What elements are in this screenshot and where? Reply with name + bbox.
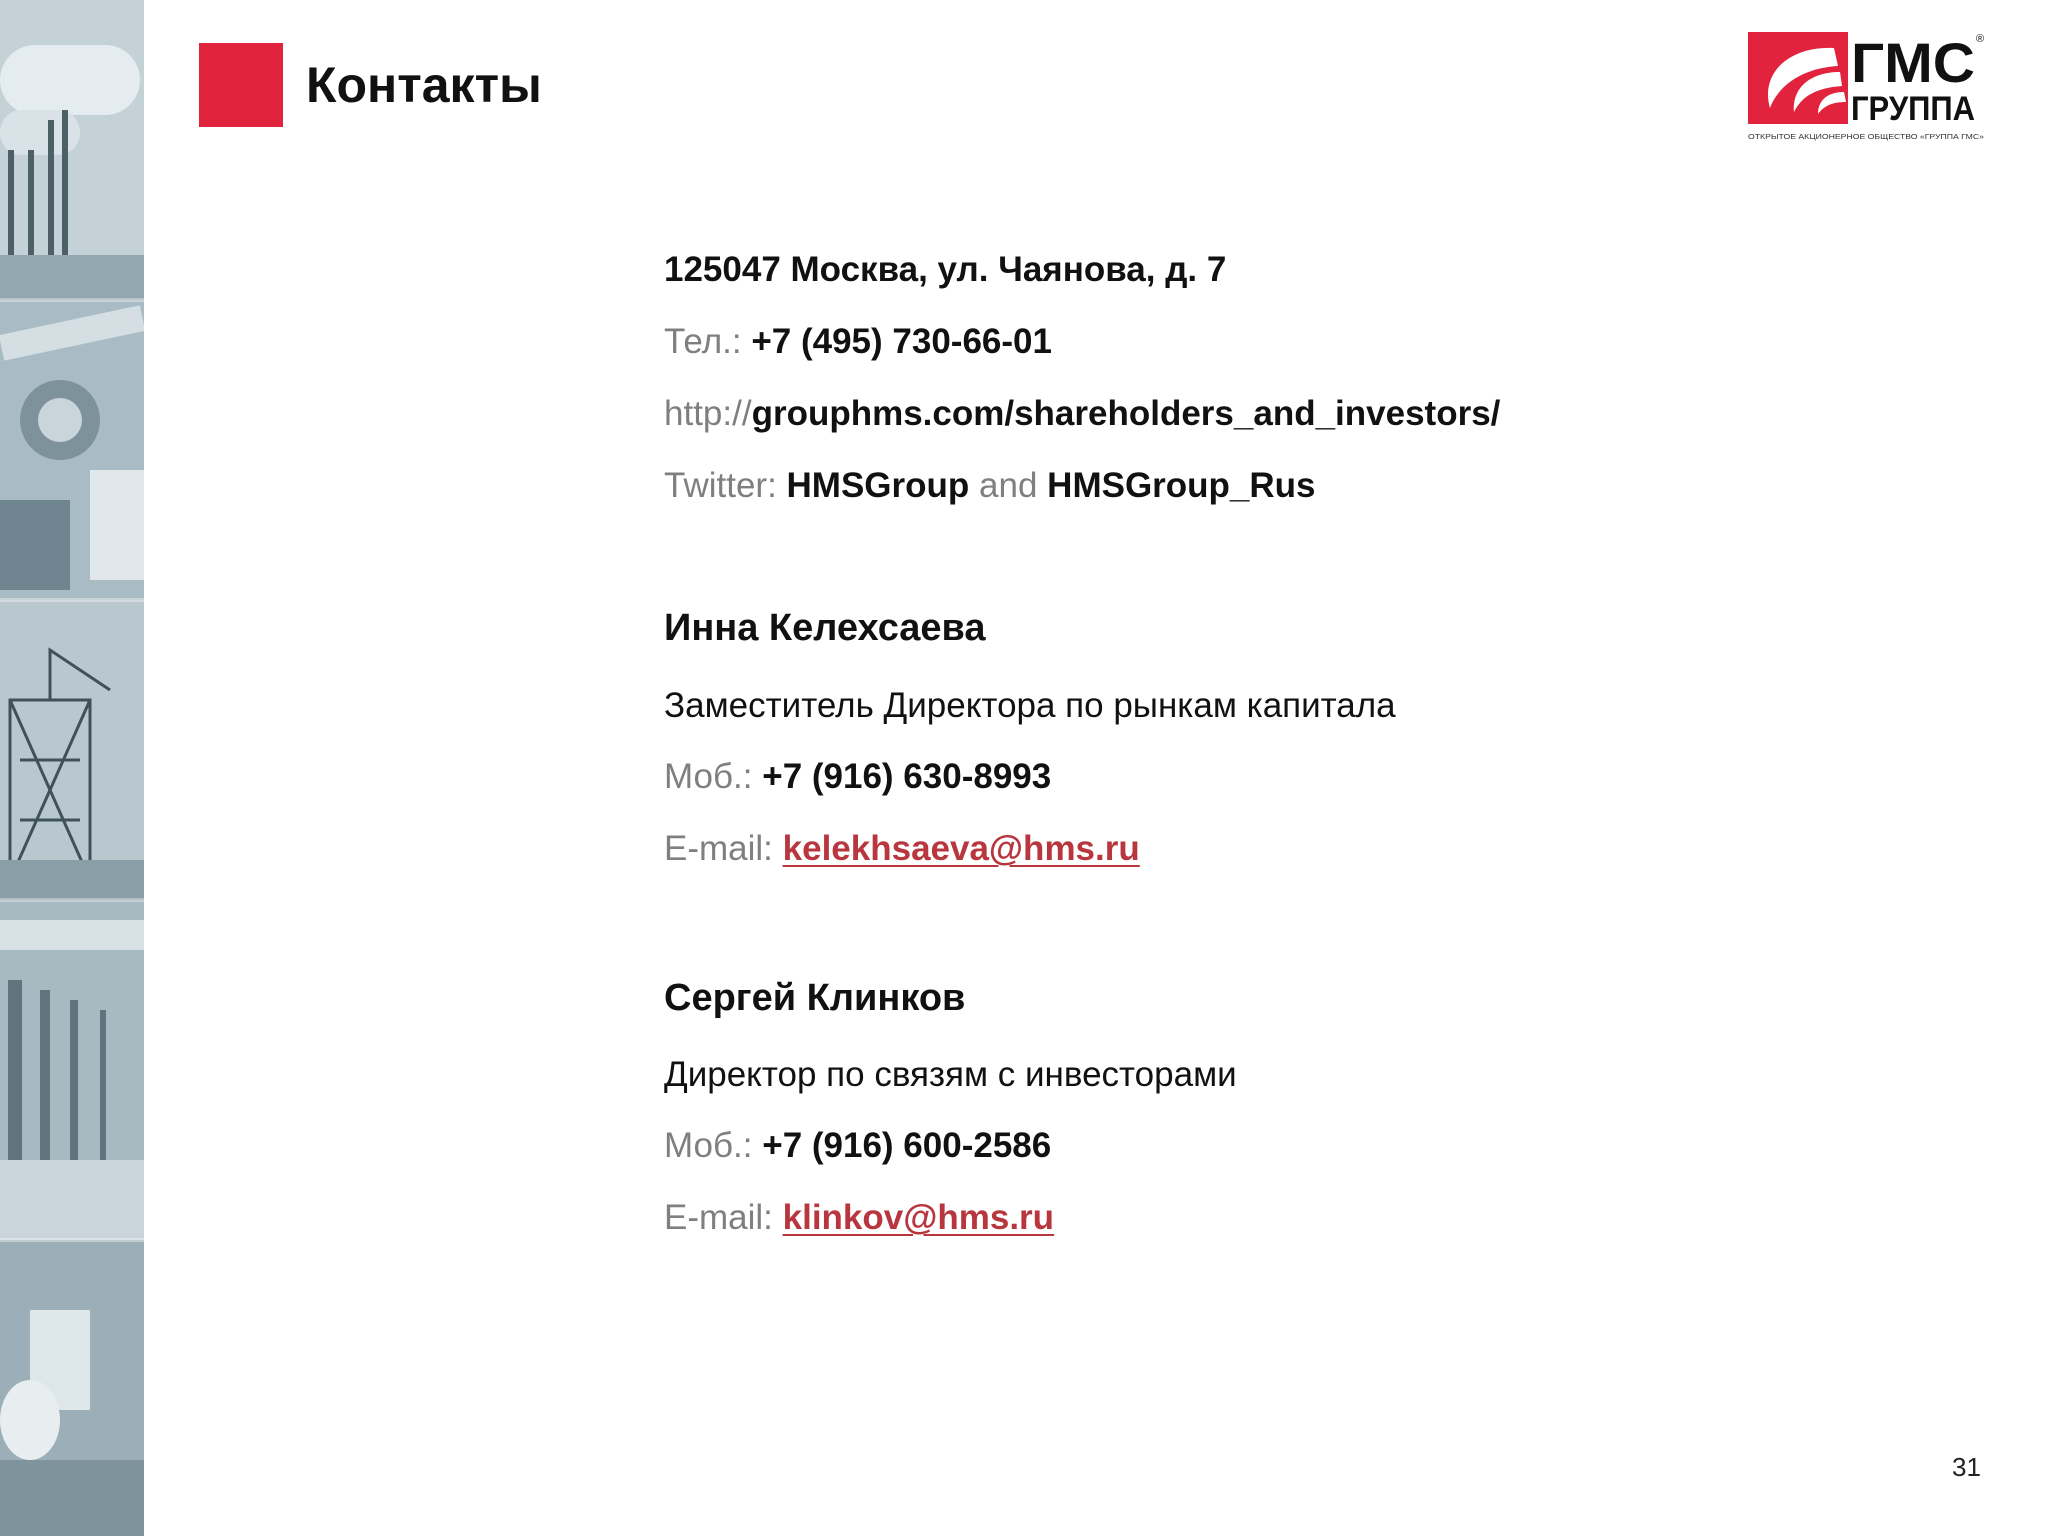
company-phone: +7 (495) 730-66-01 [751,322,1052,361]
contact-email-row [664,1196,1054,1240]
twitter-label: Twitter: [664,466,777,505]
page-title: Контакты [306,57,542,113]
twitter-and: and [979,466,1038,505]
logo-tagline: ОТКРЫТОЕ АКЦИОНЕРНОЕ ОБЩЕСТВО «ГРУППА ГМС» [1748,132,1984,141]
mobile-label: Моб.: [664,757,753,796]
twitter-handle-1: HMSGroup [786,466,970,505]
contact-email-link[interactable]: klinkov@hms.ru [782,1198,1055,1237]
industrial-photo-collage [0,0,144,1536]
email-label: E-mail: [664,829,773,868]
website-prefix: http:// [664,394,752,433]
mobile-label: Моб.: [664,1126,753,1165]
company-phone-row [664,320,1052,364]
logo-line1: ГМС [1851,31,1975,94]
contact-mobile-row [664,1124,1051,1168]
contact-name: Инна Келехсаева [664,607,986,649]
logo-line2: ГРУППА [1851,90,1975,128]
page-number: 31 [1952,1452,1981,1482]
company-website-row [664,392,1500,436]
company-logo [1748,28,1994,144]
twitter-row [664,464,1316,508]
contact-position: Заместитель Директора по рынкам капитала [664,686,1396,725]
contact-position: Директор по связям с инвесторами [664,1055,1237,1094]
decorative-photo-strip [0,0,144,1536]
company-address: 125047 Москва, ул. Чаянова, д. 7 [664,250,1227,289]
contact-email-row [664,827,1140,871]
contact-email-link[interactable]: kelekhsaeva@hms.ru [782,829,1140,868]
twitter-handle-2: HMSGroup_Rus [1047,466,1316,505]
registered-mark: ® [1976,33,1985,45]
phone-label: Тел.: [664,322,742,361]
title-accent-square [199,43,283,127]
contact-mobile: +7 (916) 600-2586 [762,1126,1052,1165]
company-website: grouphms.com/shareholders_and_investors/ [751,394,1501,433]
contact-mobile: +7 (916) 630-8993 [762,757,1052,796]
hms-logo-mark [1748,28,1994,144]
contact-mobile-row [664,755,1051,799]
email-label: E-mail: [664,1198,773,1237]
contact-name: Сергей Клинков [664,977,966,1019]
